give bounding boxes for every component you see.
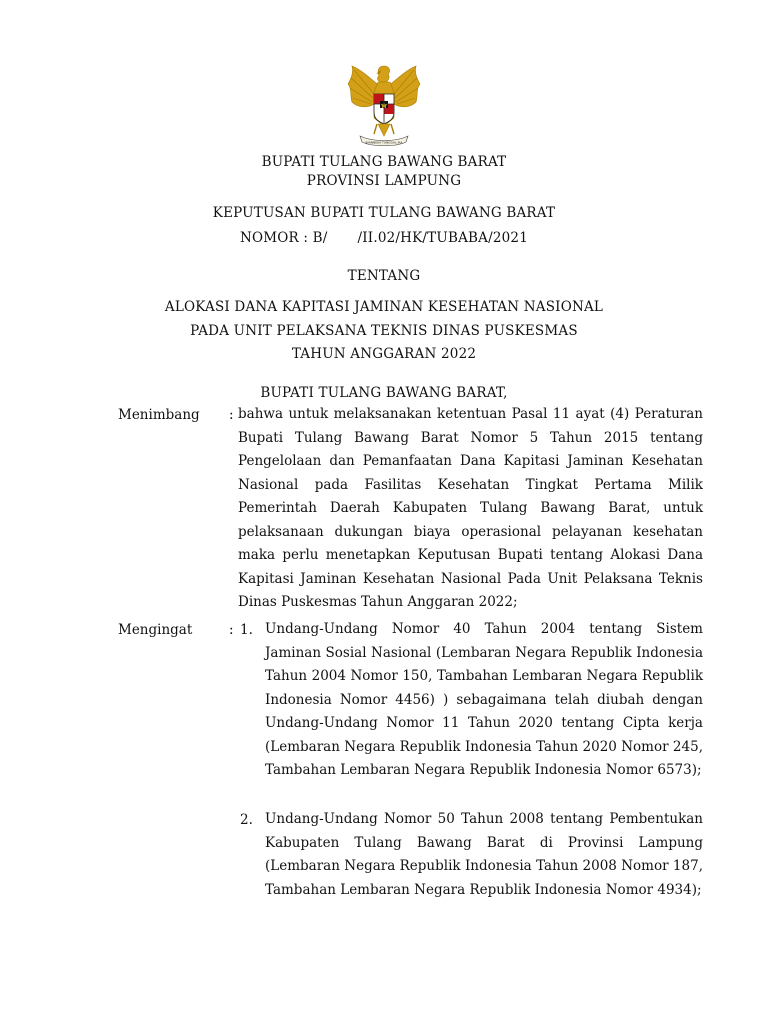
mengingat-item-1 xyxy=(265,618,703,783)
mengingat-item-1-text: Undang-Undang Nomor 40 Tahun 2004 tentang Sistem Jaminan Sosial Nasional (Lembaran Negara Republik Indonesia Tahun 2004 Nomor 150, Tambahan Lembaran Negara Republik Indonesia Nomor 4456) ) sebagaimana telah diubah dengan Undang-Undang Nomor 11 Tahun 2020 tentang Cipta kerja (Lembaran Negara Republik Indonesia Tahun 2020 Nomor 245, Tambahan Lembaran Negara Republik Indonesia Nomor 6573); xyxy=(265,621,703,778)
decree-number-prefix: NOMOR : B/ xyxy=(239,230,328,246)
menimbang-label: Menimbang xyxy=(118,407,200,423)
decree-number-suffix: /II.02/HK/TUBABA/2021 xyxy=(357,230,528,246)
subject-line-2: PADA UNIT PELAKSANA TEKNIS DINAS PUSKESMAS xyxy=(190,323,578,339)
issuer-line-2: PROVINSI LAMPUNG xyxy=(306,173,462,189)
menimbang-text xyxy=(238,403,703,615)
about-heading: TENTANG xyxy=(347,268,421,284)
decree-number xyxy=(0,230,768,246)
mengingat-item-2 xyxy=(265,808,703,902)
mengingat-colon: : xyxy=(229,622,234,638)
garuda-emblem-icon xyxy=(344,58,424,150)
mengingat-label: Mengingat xyxy=(118,622,193,638)
motto-ribbon-text: BHINNEKA TUNGGAL IKA xyxy=(365,140,403,145)
mengingat-item-2-number: 2. xyxy=(240,812,253,828)
mengingat-item-1-number: 1. xyxy=(240,622,253,638)
menimbang-paragraph: bahwa untuk melaksanakan ketentuan Pasal 11 ayat (4) Peraturan Bupati Tulang Bawang Barat Nomor 5 Tahun 2015 tentang Pengelolaan dan Pemanfaatan Dana Kapitasi Jaminan Kesehatan Nasional pada Fasilitas Kesehatan Tingkat Pertama Milik Pemerintah Daerah Kabupaten Tulang Bawang Barat, untuk pelaksanaan dukungan biaya operasional pelayanan kesehatan maka perlu menetapkan Keputusan Bupati tentang Alokasi Dana Kapitasi Jaminan Kesehatan Nasional Pada Unit Pelaksana Teknis Dinas Puskesmas Tahun Anggaran 2022; xyxy=(238,406,703,610)
authority-line: BUPATI TULANG BAWANG BARAT, xyxy=(260,385,508,401)
subject-line-1: ALOKASI DANA KAPITASI JAMINAN KESEHATAN NASIONAL xyxy=(164,299,604,315)
issuer-line-1: BUPATI TULANG BAWANG BARAT xyxy=(261,154,507,170)
decree-title: KEPUTUSAN BUPATI TULANG BAWANG BARAT xyxy=(212,205,556,221)
subject-line-3: TAHUN ANGGARAN 2022 xyxy=(291,346,477,362)
menimbang-colon: : xyxy=(229,407,234,423)
mengingat-item-2-text: Undang-Undang Nomor 50 Tahun 2008 tentang Pembentukan Kabupaten Tulang Bawang Barat di Provinsi Lampung (Lembaran Negara Republik Indonesia Tahun 2008 Nomor 187, Tambahan Lembaran Negara Republik Indonesia Nomor 4934); xyxy=(265,811,703,898)
